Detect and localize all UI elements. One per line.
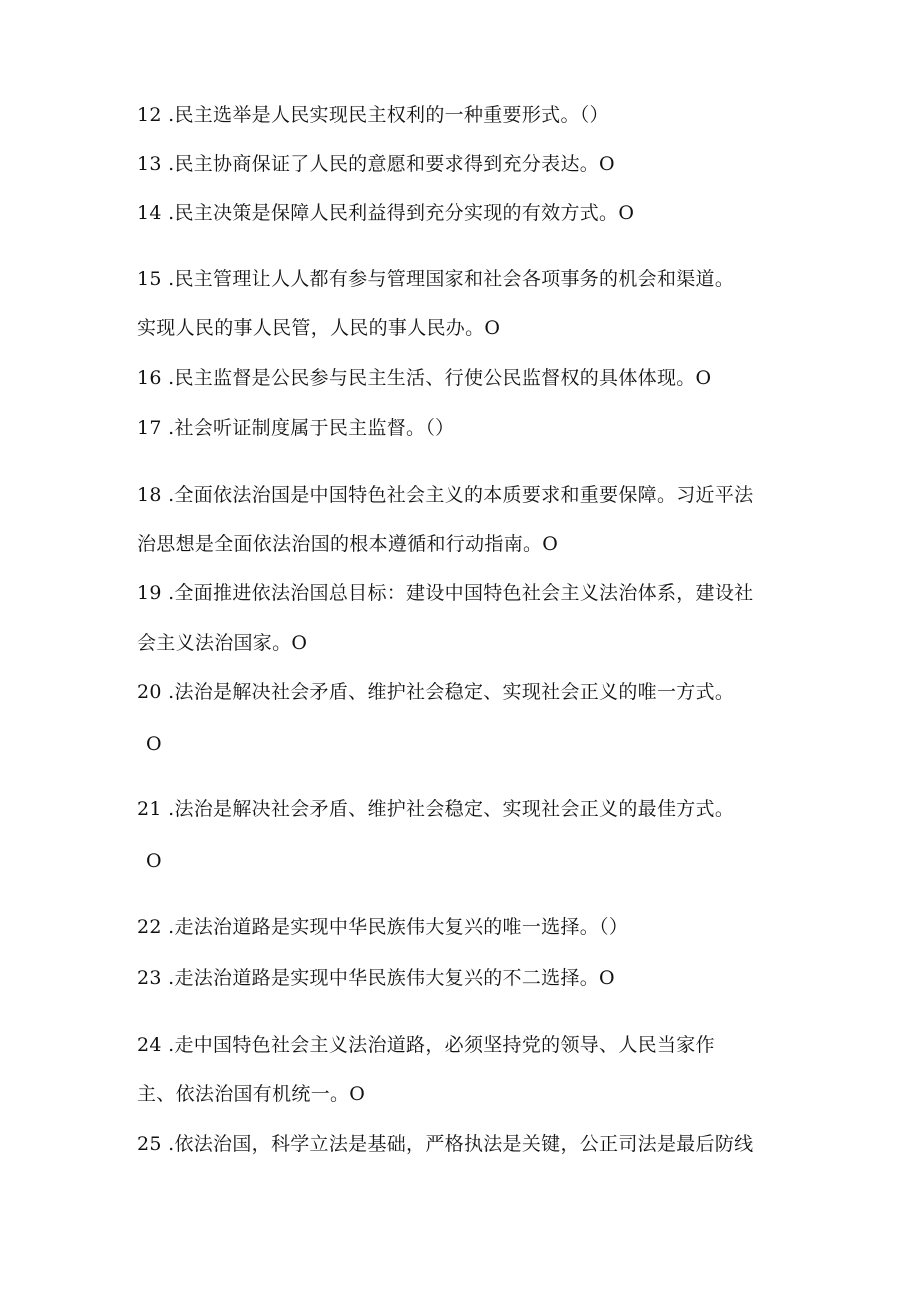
- question-12: 12 .民主选举是人民实现民主权利的一种重要形式。（）: [137, 104, 609, 126]
- question-21: 21 .法治是解决社会矛盾、维护社会稳定、实现社会正义的最佳方式。: [137, 798, 735, 820]
- question-20: 20 .法治是解决社会矛盾、维护社会稳定、实现社会正义的唯一方式。: [137, 681, 735, 703]
- question-13: 13 .民主协商保证了人民的意愿和要求得到充分表达。O: [137, 153, 615, 175]
- question-24: 24 .走中国特色社会主义法治道路，必须坚持党的领导、人民当家作: [137, 1034, 715, 1056]
- question-18-continued: 治思想是全面依法治国的根本遵循和行动指南。O: [137, 533, 559, 555]
- question-19-continued: 会主义法治国家。O: [137, 632, 308, 654]
- question-22: 22 .走法治道路是实现中华民族伟大复兴的唯一选择。（）: [137, 916, 629, 938]
- question-25: 25 .依法治国，科学立法是基础，严格执法是关键，公正司法是最后防线: [137, 1133, 754, 1155]
- question-14: 14 .民主决策是保障人民利益得到充分实现的有效方式。O: [137, 202, 635, 224]
- question-15-continued: 实现人民的事人民管，人民的事人民办。O: [137, 317, 501, 339]
- question-16: 16 .民主监督是公民参与民主生活、行使公民监督权的具体体现。O: [137, 367, 712, 389]
- question-23: 23 .走法治道路是实现中华民族伟大复兴的不二选择。O: [137, 967, 615, 989]
- question-18: 18 .全面依法治国是中国特色社会主义的本质要求和重要保障。习近平法: [137, 484, 754, 506]
- question-20-answer: O: [146, 733, 162, 755]
- question-15: 15 .民主管理让人人都有参与管理国家和社会各项事务的机会和渠道。: [137, 268, 735, 290]
- question-19: 19 .全面推进依法治国总目标：建设中国特色社会主义法治体系，建设社: [137, 582, 754, 604]
- question-24-continued: 主、依法治国有机统一。O: [137, 1083, 366, 1105]
- question-17: 17 .社会听证制度属于民主监督。（）: [137, 417, 455, 439]
- question-21-answer: O: [146, 850, 162, 872]
